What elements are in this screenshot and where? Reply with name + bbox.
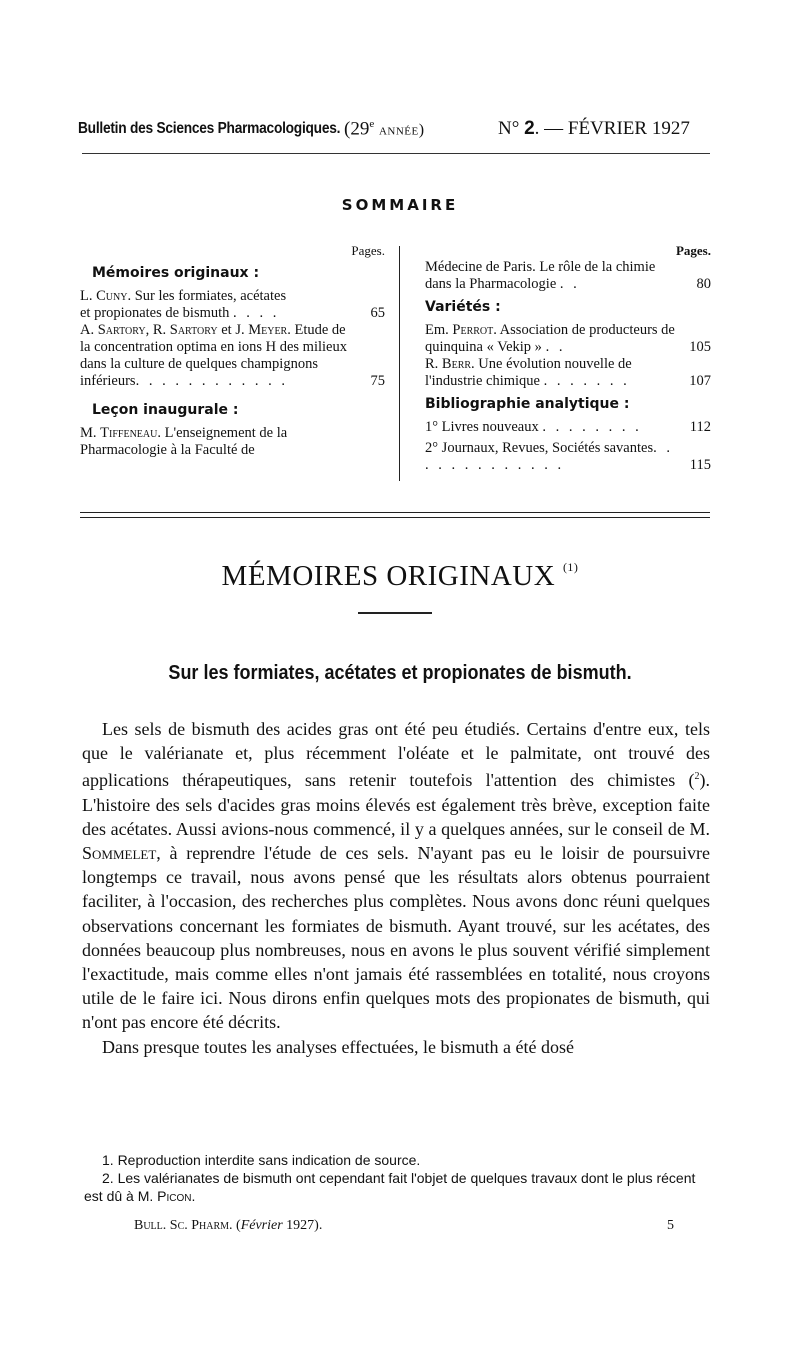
toc-page-number: 112 — [689, 419, 711, 435]
pages-label: Pages. — [351, 243, 385, 258]
toc-entry: A. Sartory, R. Sartory et J. Meyer. Etude de la concentration optima en ions H des milieux dans la culture de quelques champignons inférieurs. . . . . . . . . . . . 75 — [80, 322, 385, 389]
page-footer — [134, 1218, 674, 1234]
toc-entry: 1° Livres nouveaux . . . . . . . . 112 — [425, 419, 711, 435]
toc-section-heading: Leçon inaugurale : — [92, 402, 239, 418]
toc-page-number: 107 — [689, 373, 711, 389]
article-title: Sur les formiates, acétates et propionates de bismuth. — [168, 662, 632, 684]
toc-page-number: 115 — [689, 457, 711, 473]
toc-entry: 2° Journaux, Revues, Sociétés savantes. . . . . . . . . . . . . 115 — [425, 440, 711, 473]
article-body — [82, 717, 710, 1059]
toc-entry: R. Berr. Une évolution nouvelle de l'industrie chimique . . . . . . . 107 — [425, 356, 711, 389]
title-rule — [358, 612, 432, 614]
footnote: 2. Les valérianates de bismuth ont cependant fait l'objet de quelques travaux dont le plus récent est dû à M. Picon. — [84, 1170, 696, 1204]
paragraph: Dans presque toutes les analyses effectuées, le bismuth a été dosé — [102, 1036, 575, 1057]
citation: Bull. Sc. Pharm. (Février 1927). — [134, 1218, 323, 1233]
page-number: 5 — [667, 1218, 674, 1233]
toc-section-heading: Variétés : — [425, 299, 501, 315]
toc-section-heading: Bibliographie analytique : — [425, 396, 630, 412]
toc-page-number: 105 — [689, 339, 711, 355]
footnote: 1. Reproduction interdite sans indication de source. — [102, 1152, 421, 1168]
section-title: MÉMOIRES ORIGINAUX $^{(1)}$ — [221, 560, 579, 592]
running-header — [78, 118, 718, 148]
volume-year: (29e année) — [344, 118, 425, 140]
column-divider — [399, 246, 400, 481]
toc-section-heading: Mémoires originaux : — [92, 265, 260, 281]
section-double-rule-top — [80, 512, 710, 513]
toc-left-column — [80, 242, 385, 459]
toc-entry: L. Cuny. Sur les formiates, acétates et propionates de bismuth . . . . 65 — [80, 288, 385, 321]
issue-number: N° 2. — FÉVRIER 1927 — [498, 118, 690, 139]
journal-name: Bulletin des Sciences Pharmacologiques. — [78, 120, 341, 137]
paragraph: Les sels de bismuth des acides gras ont été peu étudiés. Certains d'entre eux, tels que le valérianate et, plus récemment l'oléate et le palmitate, ont trouvé des applications thérapeutiques, sans retenir toutefois l'attention des chimistes ($^2$). L'histoire des sels d'acides gras moins élevés est également très brève, exception faite des acétates. Aussi avions-nous commencé, il y a quelques années, sur le conseil de M. Sommelet, à reprendre l'étude de ces sels. N'ayant pas eu le loisir de poursuivre longtemps ce travail, nous avons pensé que les résultats alors obtenus pourraient faciliter, à l'occasion, des recherches plus complètes. Nous avons donc réuni quelques observations concernant les formiates de bismuth. Ayant trouvé, sur les acétates, des données beaucoup plus nombreuses, nous en avons le plus souvent vérifié simplement l'exactitude, mais comme elles n'ont jamais été rassemblées en totalité, nous croyons utile de le faire ici. Nous dirons enfin quelques mots des propionates de bismuth, qui n'ont pas encore été décrits. — [82, 719, 710, 1033]
footnote-ref: (1) — [562, 560, 579, 574]
toc-entry: M. Tiffeneau. L'enseignement de la Pharmacologie à la Faculté de — [80, 425, 288, 458]
toc-page-number: 75 — [370, 373, 385, 389]
section-double-rule-bottom — [80, 517, 710, 518]
toc-page-number: 80 — [696, 276, 711, 292]
toc-entry: Em. Perrot. Association de producteurs de quinquina « Vekip » . . 105 — [425, 322, 711, 355]
footnote-ref: 2 — [694, 771, 700, 783]
pages-label: Pages. — [675, 243, 711, 258]
toc-page-number: 65 — [370, 305, 385, 321]
header-rule — [82, 153, 710, 154]
toc-right-column — [425, 242, 711, 474]
footnotes — [84, 1151, 714, 1205]
toc-entry: Médecine de Paris. Le rôle de la chimie dans la Pharmacologie . . 80 — [425, 259, 711, 292]
sommaire-title: SOMMAIRE — [341, 196, 459, 214]
